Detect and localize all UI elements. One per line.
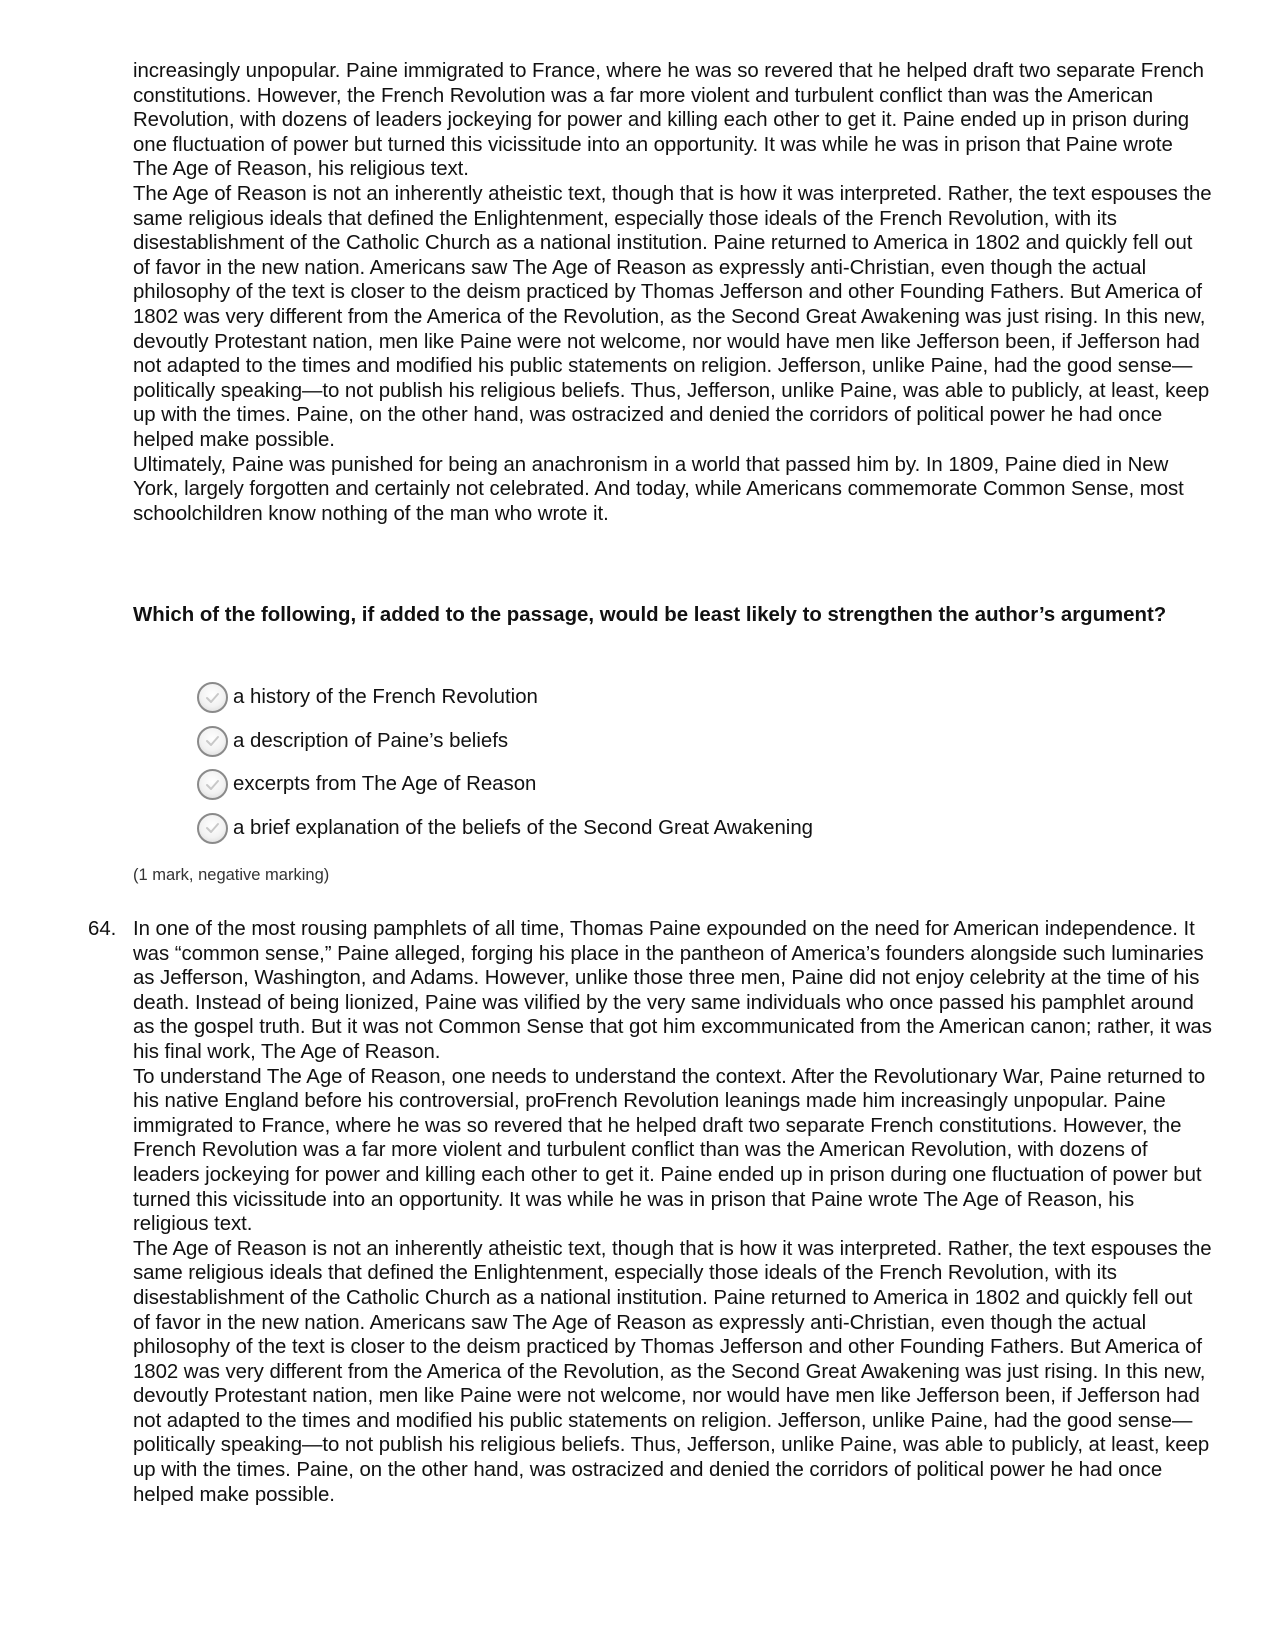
passage-paragraph: Ultimately, Paine was punished for being an anachronism in a world that passed him by. In 1809, Paine died in New York, largely forgotten and certainly not celebrated. And today, while Americans commemorate Common Sense, most schoolchildren know nothing of the man who wrote it. (133, 453, 1184, 525)
question-64-passage (133, 917, 1213, 1507)
answer-option-2[interactable] (197, 720, 813, 764)
marks-note: (1 mark, negative marking) (133, 866, 330, 884)
check-mark-icon (205, 779, 220, 791)
question-number: 64. (88, 918, 117, 940)
check-mark-icon (205, 822, 220, 834)
answer-option-3[interactable] (197, 763, 813, 807)
passage-paragraph: increasingly unpopular. Paine immigrated to France, where he was so revered that he helped draft two separate French constitutions. However, the French Revolution was a far more violent and turbulent conflict than was the American Revolution, with dozens of leaders jockeying for power and killing each other to get it. Paine ended up in prison during one fluctuation of power but turned this vicissitude into an opportunity. It was while he was in prison that Paine wrote The Age of Reason, his religious text. (133, 60, 1204, 181)
answer-option-label[interactable]: excerpts from The Age of Reason (233, 773, 537, 796)
answer-options (197, 676, 813, 850)
answer-option-label[interactable]: a description of Paine’s beliefs (233, 729, 509, 752)
check-mark-icon (205, 692, 220, 704)
passage-continued (133, 59, 1213, 526)
answer-option-4[interactable] (197, 807, 813, 851)
radio-unselected-icon[interactable] (197, 813, 228, 844)
answer-option-1[interactable] (197, 676, 813, 720)
question-prompt: Which of the following, if added to the passage, would be least likely to strengthen the author’s argument? (133, 604, 1167, 626)
passage-paragraph: To understand The Age of Reason, one needs to understand the context. After the Revolutionary War, Paine returned to his native England before his controversial, proFrench Revolution leanings made him increasingly unpopular. Paine immigrated to France, where he was so revered that he helped draft two separate French constitutions. However, the French Revolution was a far more violent and turbulent conflict than was the American Revolution, with dozens of leaders jockeying for power and killing each other to get it. Paine ended up in prison during one fluctuation of power but turned this vicissitude into an opportunity. It was while he was in prison that Paine wrote The Age of Reason, his religious text. (133, 1065, 1206, 1236)
radio-unselected-icon[interactable] (197, 726, 228, 757)
answer-option-label[interactable]: a brief explanation of the beliefs of the Second Great Awakening (233, 816, 814, 839)
check-mark-icon (205, 735, 220, 747)
radio-unselected-icon[interactable] (197, 769, 228, 800)
passage-paragraph: The Age of Reason is not an inherently atheistic text, though that is how it was interpreted. Rather, the text espouses the same religious ideals that defined the Enlightenment, especially those ideals of the French Revolution, with its disestablishment of the Catholic Church as a national institution. Paine returned to America in 1802 and quickly fell out of favor in the new nation. Americans saw The Age of Reason as expressly anti-Christian, even though the actual philosophy of the text is closer to the deism practiced by Thomas Jefferson and other Founding Fathers. But America of 1802 was very different from the America of the Revolution, as the Second Great Awakening was just rising. In this new, devoutly Protestant nation, men like Paine were not welcome, nor would have men like Jefferson been, if Jefferson had not adapted to the times and modified his public statements on religion. Jefferson, unlike Paine, had the good sense—politically speaking—to not publish his religious beliefs. Thus, Jefferson, unlike Paine, was able to publicly, at least, keep up with the times. Paine, on the other hand, was ostracized and denied the corridors of political power he had once helped make possible. (133, 182, 1212, 451)
radio-unselected-icon[interactable] (197, 682, 228, 713)
answer-option-label[interactable]: a history of the French Revolution (233, 686, 538, 709)
passage-paragraph: In one of the most rousing pamphlets of all time, Thomas Paine expounded on the need for American independence. It was “common sense,” Paine alleged, forging his place in the pantheon of America’s founders alongside such luminaries as Jefferson, Washington, and Adams. However, unlike those three men, Paine did not enjoy celebrity at the time of his death. Instead of being lionized, Paine was vilified by the very same individuals who once passed his pamphlet around as the gospel truth. But it was not Common Sense that got him excommunicated from the American canon; rather, it was his final work, The Age of Reason. (133, 918, 1212, 1063)
passage-paragraph: The Age of Reason is not an inherently atheistic text, though that is how it was interpreted. Rather, the text espouses the same religious ideals that defined the Enlightenment, especially those ideals of the French Revolution, with its disestablishment of the Catholic Church as a national institution. Paine returned to America in 1802 and quickly fell out of favor in the new nation. Americans saw The Age of Reason as expressly anti-Christian, even though the actual philosophy of the text is closer to the deism practiced by Thomas Jefferson and other Founding Fathers. But America of 1802 was very different from the America of the Revolution, as the Second Great Awakening was just rising. In this new, devoutly Protestant nation, men like Paine were not welcome, nor would have men like Jefferson been, if Jefferson had not adapted to the times and modified his public statements on religion. Jefferson, unlike Paine, had the good sense—politically speaking—to not publish his religious beliefs. Thus, Jefferson, unlike Paine, was able to publicly, at least, keep up with the times. Paine, on the other hand, was ostracized and denied the corridors of political power he had once helped make possible. (133, 1237, 1212, 1506)
